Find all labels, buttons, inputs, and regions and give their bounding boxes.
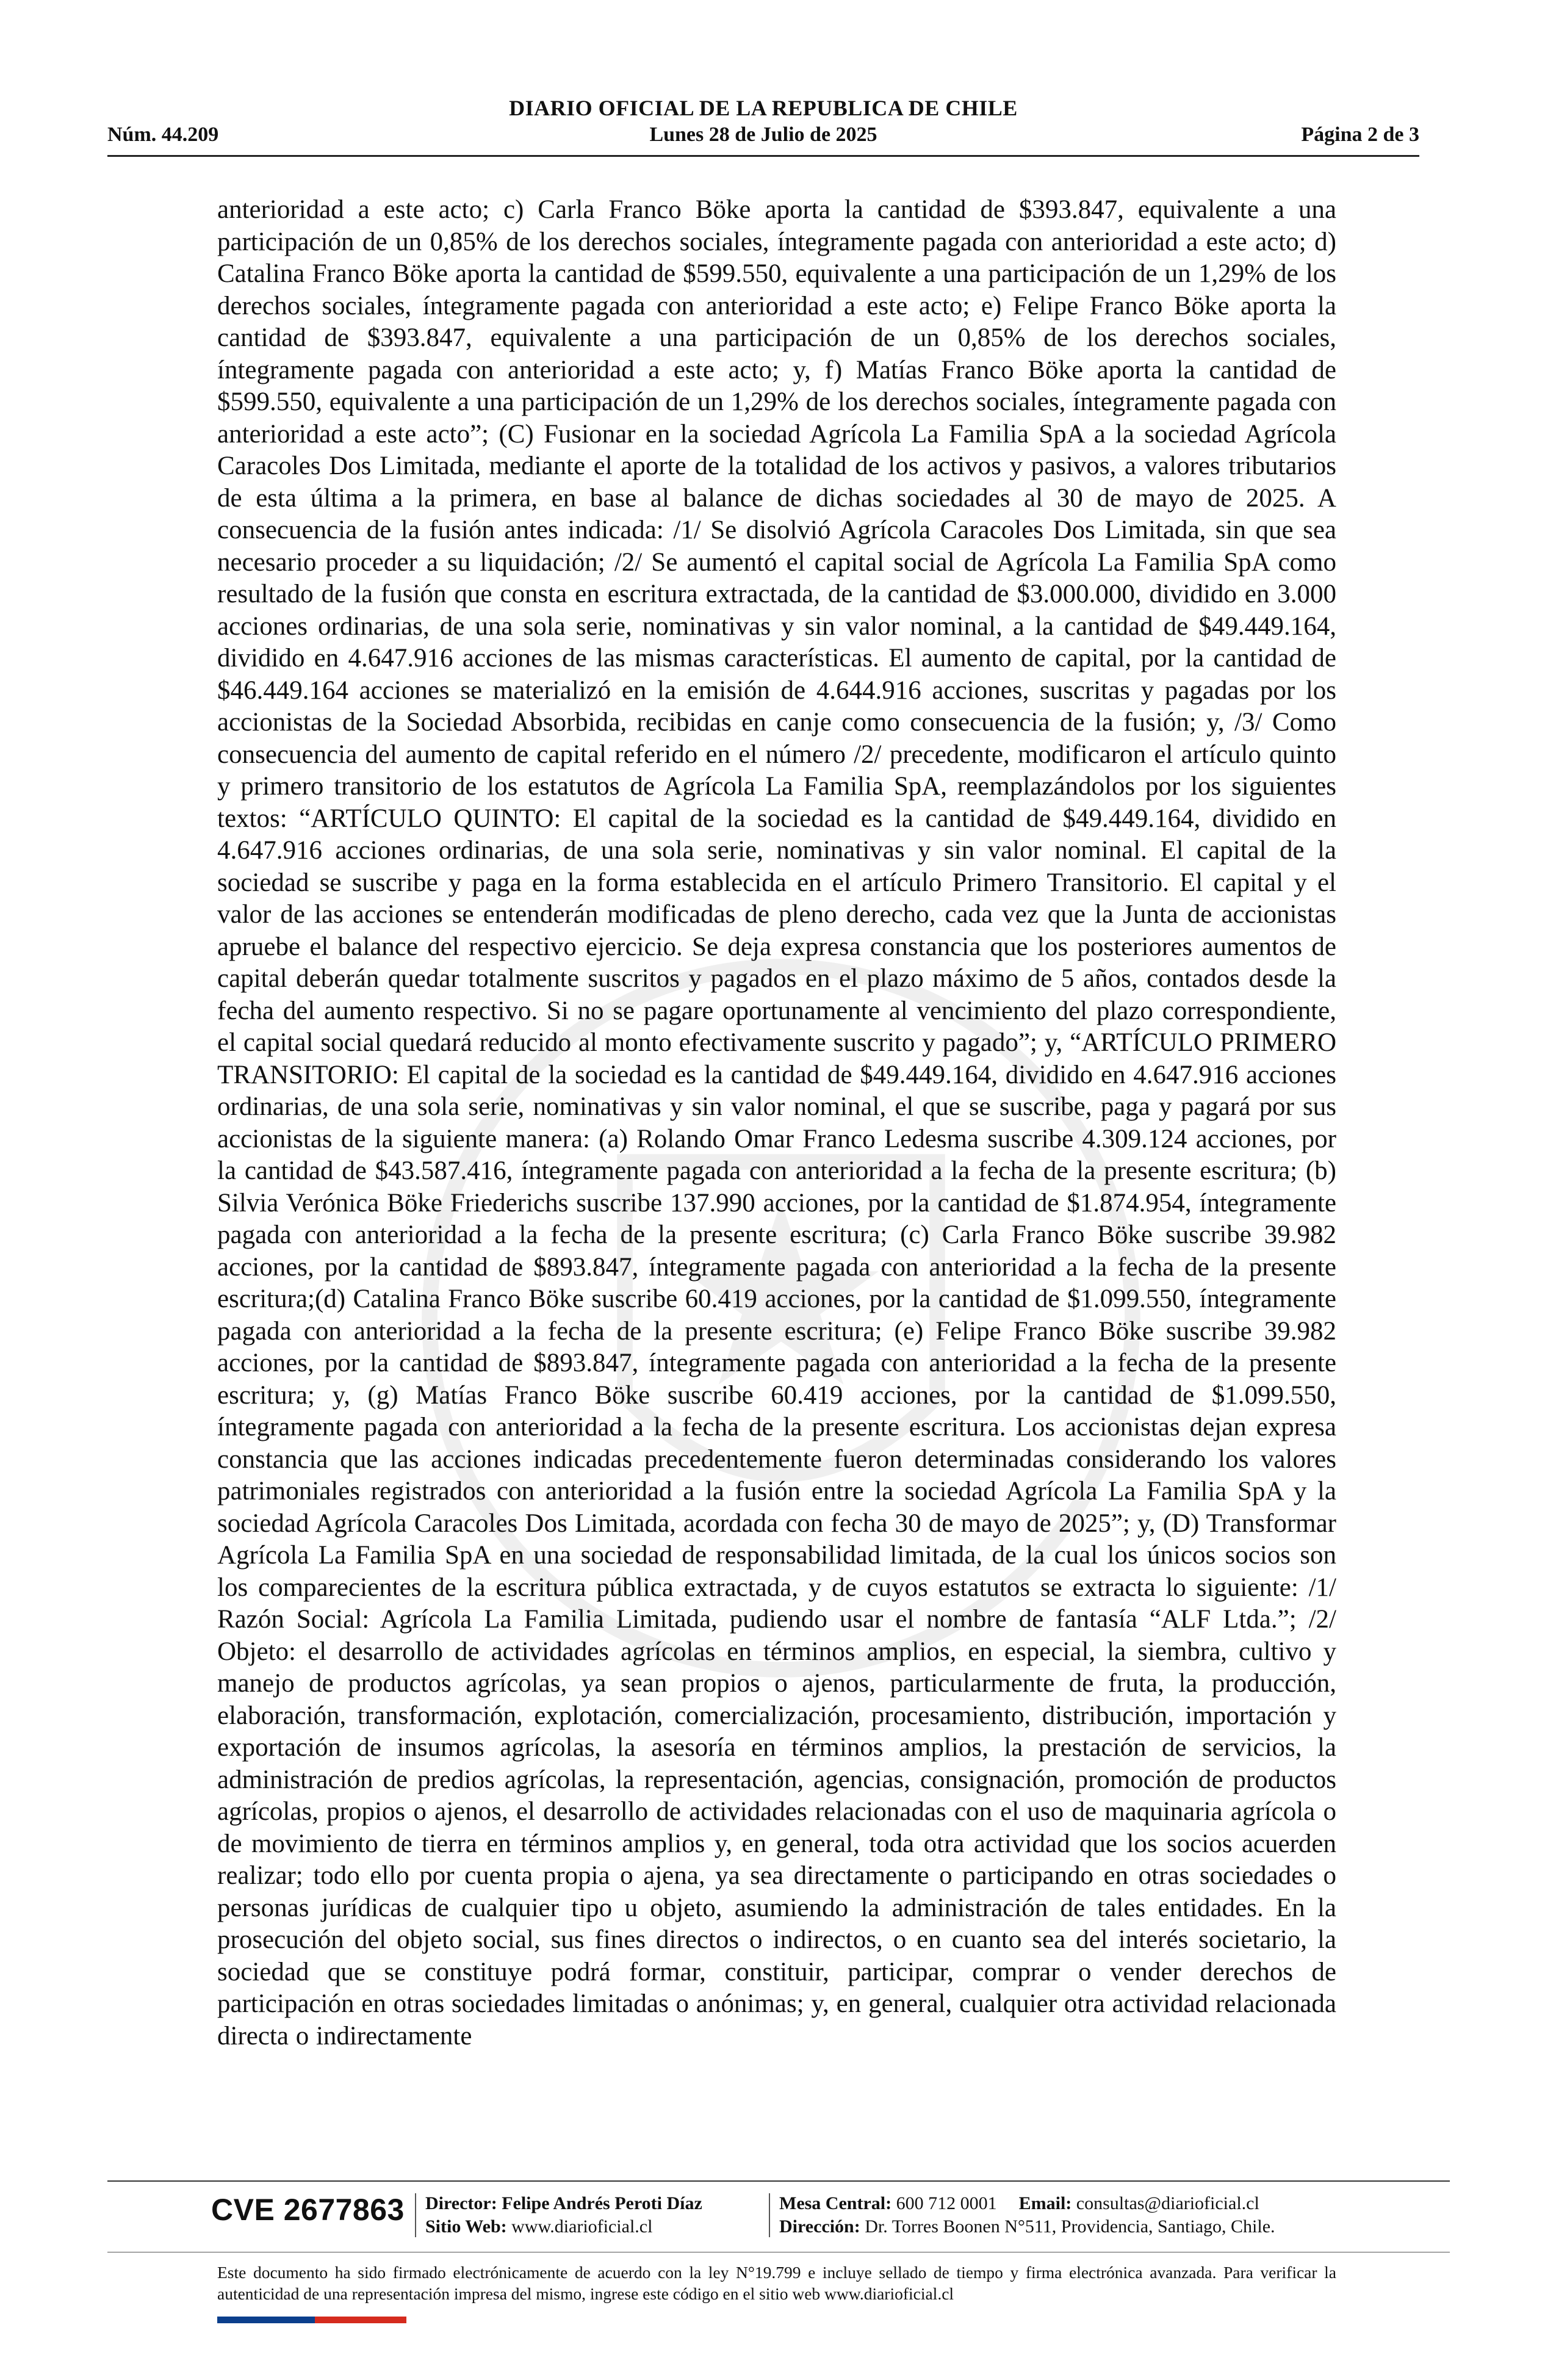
- header-meta-row: [107, 123, 1419, 154]
- header-divider: [107, 155, 1419, 157]
- footer-director-block: [425, 2192, 702, 2238]
- publication-title: DIARIO OFICIAL DE LA REPUBLICA DE CHILE: [509, 96, 1018, 120]
- flag-blue-segment: [217, 2317, 315, 2323]
- footer-separator: [415, 2193, 416, 2237]
- website-label: Sitio Web:: [425, 2216, 507, 2237]
- director-name: Felipe Andrés Peroti Díaz: [502, 2193, 702, 2213]
- page-header: [107, 93, 1419, 160]
- cve-code: CVE 2677863: [211, 2193, 405, 2227]
- flag-red-segment: [315, 2317, 406, 2323]
- phone-number: 600 712 0001: [896, 2193, 997, 2213]
- page-number: Página 2 de 3: [1301, 123, 1419, 146]
- address-text: Dr. Torres Boonen N°511, Providencia, Santiago, Chile.: [865, 2216, 1275, 2237]
- body-paragraph: anterioridad a este acto; c) Carla Franco Böke aporta la cantidad de $393.847, equivalente a una participación de un 0,85% de los derechos sociales, íntegramente pagada con anterioridad a este acto; d) Catalina Franco Böke aporta la cantidad de $599.550, equivalente a una participación de un 1,29% de los derechos sociales, íntegramente pagada con anterioridad a este acto; e) Felipe Franco Böke aporta la cantidad de $393.847, equivalente a una participación de un 0,85% de los derechos sociales, íntegramente pagada con anterioridad a este acto; y, f) Matías Franco Böke aporta la cantidad de $599.550, equivalente a una participación de un 1,29% de los derechos sociales, íntegramente pagada con anterioridad a este acto”; (C) Fusionar en la sociedad Agrícola La Familia SpA a la sociedad Agrícola Caracoles Dos Limitada, mediante el aporte de la totalidad de los activos y pasivos, a valores tributarios de esta última a la primera, en base al balance de dichas sociedades al 30 de mayo de 2025. A consecuencia de la fusión antes indicada: /1/ Se disolvió Agrícola Caracoles Dos Limitada, sin que sea necesario proceder a su liquidación; /2/ Se aumentó el capital social de Agrícola La Familia SpA como resultado de la fusión que consta en escritura extractada, de la cantidad de $3.000.000, dividido en 3.000 acciones ordinarias, de una sola serie, nominativas y sin valor nominal, a la cantidad de $49.449.164, dividido en 4.647.916 acciones de las mismas características. El aumento de capital, por la cantidad de $46.449.164 acciones se materializó en la emisión de 4.644.916 acciones, suscritas y pagadas por los accionistas de la Sociedad Absorbida, recibidas en canje como consecuencia de la fusión; y, /3/ Como consecuencia del aumento de capital referido en el número /2/ precedente, modificaron el artículo quinto y primero transitorio de los estatutos de Agrícola La Familia SpA, reemplazándolos por los siguientes textos: “ARTÍCULO QUINTO: El capital de la sociedad es la cantidad de $49.449.164, dividido en 4.647.916 acciones ordinarias, de una sola serie, nominativas y sin valor nominal. El capital de la sociedad se suscribe y paga en la forma establecida en el artículo Primero Transitorio. El capital y el valor de las acciones se entenderán modificadas de pleno derecho, cada vez que la Junta de accionistas apruebe el balance del respectivo ejercicio. Se deja expresa constancia que los posteriores aumentos de capital deberán quedar totalmente suscritos y pagados en el plazo máximo de 5 años, contados desde la fecha del aumento respectivo. Si no se pagare oportunamente al vencimiento del plazo correspondiente, el capital social quedará reducido al monto efectivamente suscrito y pagado”; y, “ARTÍCULO PRIMERO TRANSITORIO: El capital de la sociedad es la cantidad de $49.449.164, dividido en 4.647.916 acciones ordinarias, de una sola serie, nominativas y sin valor nominal, el que se suscribe, paga y pagará por sus accionistas de la siguiente manera: (a) Rolando Omar Franco Ledesma suscribe 4.309.124 acciones, por la cantidad de $43.587.416, íntegramente pagada con anterioridad a la fecha de la presente escritura; (b) Silvia Verónica Böke Friederichs suscribe 137.990 acciones, por la cantidad de $1.874.954, íntegramente pagada con anterioridad a la fecha de la presente escritura; (c) Carla Franco Böke suscribe 39.982 acciones, por la cantidad de $893.847, íntegramente pagada con anterioridad a la fecha de la presente escritura;(d) Catalina Franco Böke suscribe 60.419 acciones, por la cantidad de $1.099.550, íntegramente pagada con anterioridad a la fecha de la presente escritura; (e) Felipe Franco Böke suscribe 39.982 acciones, por la cantidad de $893.847, íntegramente pagada con anterioridad a la fecha de la presente escritura; y, (g) Matías Franco Böke suscribe 60.419 acciones, por la cantidad de $1.099.550, íntegramente pagada con anterioridad a la fecha de la presente escritura. Los accionistas dejan expresa constancia que las acciones indicadas precedentemente fueron determinadas considerando los valores patrimoniales registrados con anterioridad a la fusión entre la sociedad Agrícola La Familia SpA y la sociedad Agrícola Caracoles Dos Limitada, acordada con fecha 30 de mayo de 2025”; y, (D) Transformar Agrícola La Familia SpA en una sociedad de responsabilidad limitada, de la cual los únicos socios son los comparecientes de la escritura pública extractada, y de cuyos estatutos se extracta lo siguiente: /1/ Razón Social: Agrícola La Familia Limitada, pudiendo usar el nombre de fantasía “ALF Ltda.”; /2/ Objeto: el desarrollo de actividades agrícolas en términos amplios, en especial, la siembra, cultivo y manejo de productos agrícolas, ya sean propios o ajenos, particularmente de fruta, la producción, elaboración, transformación, explotación, comercialización, procesamiento, distribución, importación y exportación de insumos agrícolas, la asesoría en términos amplios, la prestación de servicios, la administración de predios agrícolas, la representación, agencias, consignación, promoción de productos agrícolas, propios o ajenos, el desarrollo de actividades relacionadas con el uso de maquinaria agrícola o de movimiento de tierra en términos amplios y, en general, toda otra actividad que los socios acuerden realizar; todo ello por cuenta propia o ajena, ya sea directamente o participando en otras sociedades o personas jurídicas de cualquier tipo u objeto, asumiendo la administración de tales entidades. En la prosecución del objeto social, sus fines directos o indirectos, o en cuanto sea del interés societario, la sociedad que se constituye podrá formar, constituir, participar, comprar o vender derechos de participación en otras sociedades limitadas o anónimas; y, en general, cualquier otra actividad relacionada directa o indirectamente: [217, 195, 1336, 2050]
- footer-separator: [769, 2193, 770, 2237]
- director-label: Director:: [425, 2193, 497, 2213]
- footer-divider-top: [107, 2180, 1450, 2182]
- document-body: [217, 194, 1336, 2098]
- address-label: Dirección:: [779, 2216, 860, 2237]
- legal-notice: Este documento ha sido firmado electrónicamente de acuerdo con la ley N°19.799 e incluye sellado de tiempo y firma electrónica avanzada. Para verificar la autenticidad de una representación impresa del mismo, ingrese este código en el sitio web www.diarioficial.cl: [217, 2263, 1336, 2303]
- issue-date: Lunes 28 de Julio de 2025: [649, 123, 877, 146]
- website-link[interactable]: www.diarioficial.cl: [511, 2216, 653, 2237]
- email-link[interactable]: consultas@diarioficial.cl: [1076, 2193, 1259, 2213]
- footer-contact-block: [779, 2192, 1275, 2238]
- flag-color-bar: [217, 2317, 406, 2323]
- issue-number: Núm. 44.209: [107, 123, 219, 146]
- email-label: Email:: [1018, 2193, 1072, 2213]
- phone-label: Mesa Central:: [779, 2193, 892, 2213]
